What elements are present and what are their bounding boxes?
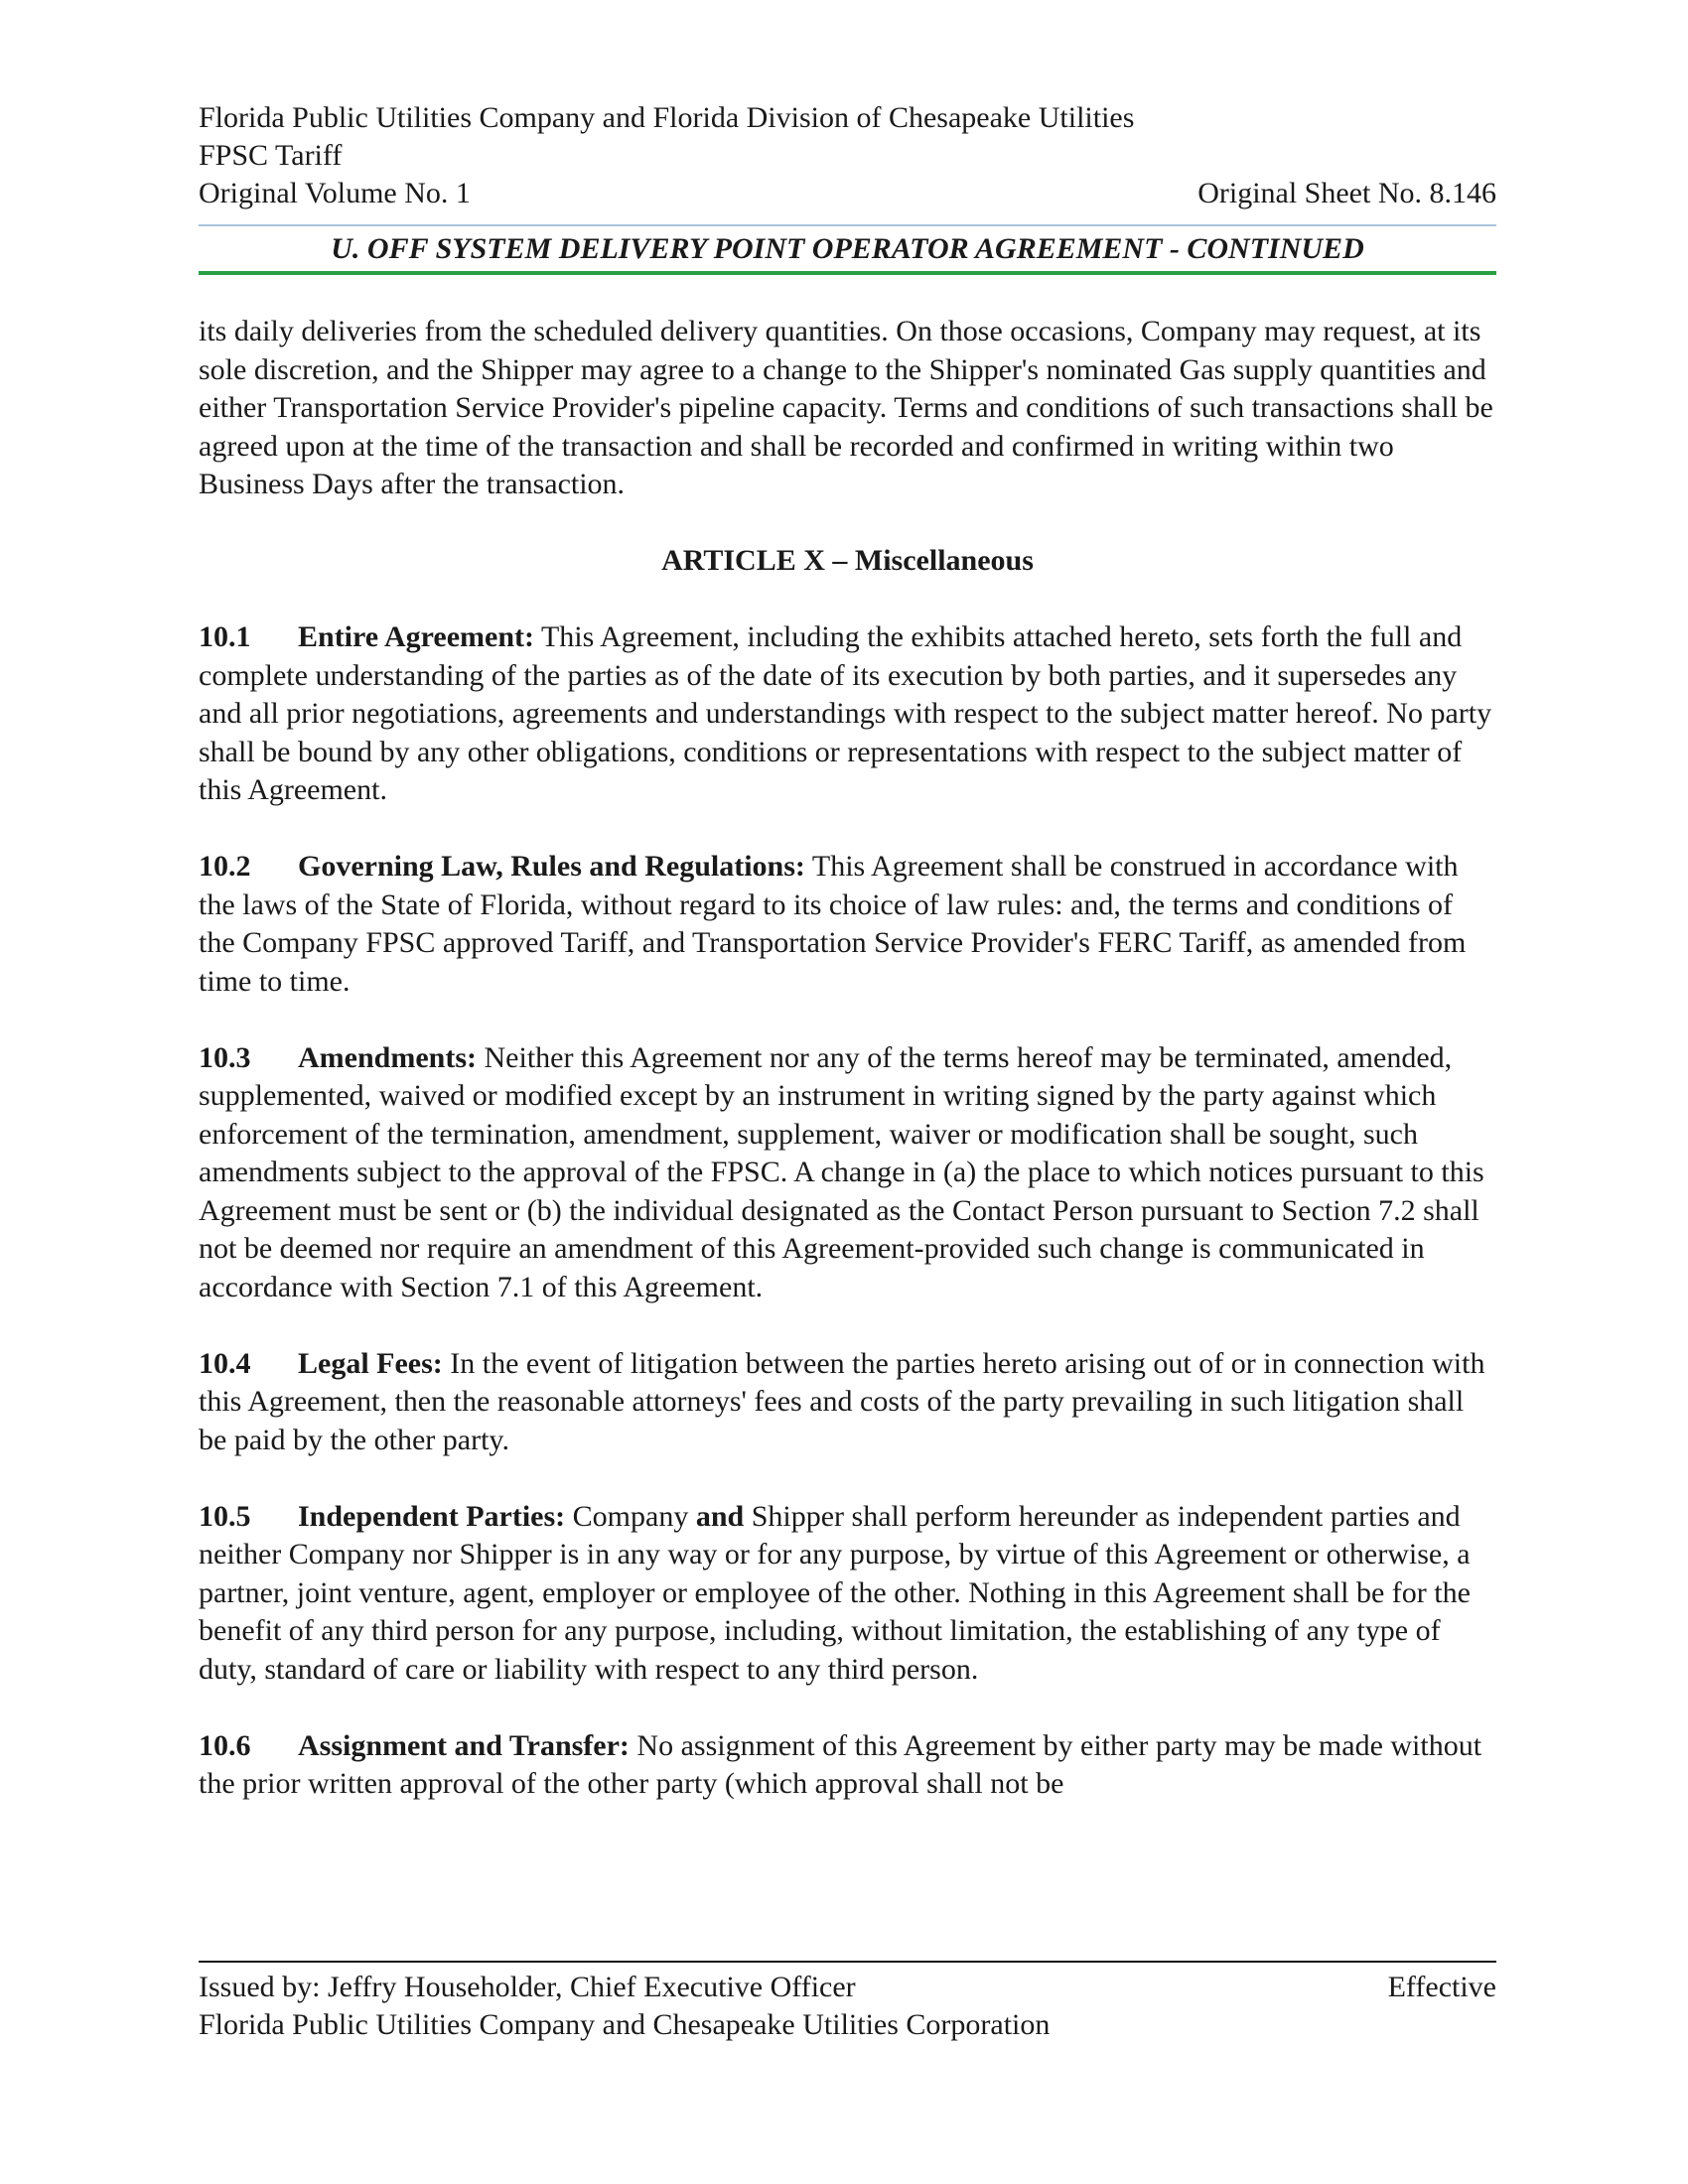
footer-issued-row <box>199 1969 1496 2006</box>
section-title: U. OFF SYSTEM DELIVERY POINT OPERATOR AGREEMENT - CONTINUED <box>331 232 1364 265</box>
section-title: Amendments: <box>298 1040 477 1074</box>
section-bold-word: and <box>695 1499 745 1533</box>
section-number: 10.4 <box>199 1346 251 1380</box>
header-company-line: Florida Public Utilities Company and Florida Division of Chesapeake Utilities <box>199 101 1135 134</box>
page-body <box>199 313 1496 1842</box>
section-number: 10.5 <box>199 1499 251 1533</box>
section-10-3 <box>199 1039 1496 1307</box>
section-title: Legal Fees: <box>298 1346 443 1380</box>
section-10-2 <box>199 848 1496 1001</box>
page-footer <box>199 1969 1496 2044</box>
header-volume: Original Volume No. 1 <box>199 177 471 209</box>
section-divider <box>199 271 1496 275</box>
section-text: No assignment of this Agreement by either party may be made without the prior written approval of the other party (which approval shall not be <box>199 1728 1482 1800</box>
page-header <box>199 99 1496 212</box>
footer-divider <box>199 1961 1496 1963</box>
section-10-4 <box>199 1345 1496 1460</box>
continuation-paragraph: its daily deliveries from the scheduled delivery quantities. On those occasions, Company may request, at its sole discretion, and the Shipper may agree to a change to the Shipper's nominated Gas supply quantities and either Transportation Service Provider's pipeline capacity. Terms and conditions of such transactions shall be agreed upon at the time of the transaction and shall be recorded and confirmed in writing within two Business Days after the transaction. <box>199 315 1493 500</box>
header-volume-row <box>199 175 1496 212</box>
footer-company: Florida Public Utilities Company and Chesapeake Utilities Corporation <box>199 2008 1051 2041</box>
section-text: This Agreement, including the exhibits attached hereto, sets forth the full and complete understanding of the parties as of the date of its execution by both parties, and it supersedes any and all prior negotiations, agreements and understandings with respect to the subject matter hereof. No party shall be bound by any other obligations, conditions or representations with respect to the subject matter of this Agreement. <box>199 620 1492 806</box>
section-title: Assignment and Transfer: <box>298 1728 630 1762</box>
section-text: Neither this Agreement nor any of the terms hereof may be terminated, amended, supplemented, waived or modified except by an instrument in writing signed by the party against which enforcement of the termination, amendment, supplement, waiver or modification shall be sought, such amendments subject to the approval of the FPSC. A change in (a) the place to which notices pursuant to this Agreement must be sent or (b) the individual designated as the Contact Person pursuant to Section 7.2 shall not be deemed nor require an amendment of this Agreement-provided such change is communicated in accordance with Section 7.1 of this Agreement. <box>199 1040 1484 1303</box>
section-text: In the event of litigation between the parties hereto arising out of or in connection with this Agreement, then the reasonable attorneys' fees and costs of the party prevailing in such litigation shall be paid by the other party. <box>199 1346 1485 1456</box>
section-10-5 <box>199 1498 1496 1690</box>
section-text: This Agreement shall be construed in accordance with the laws of the State of Florida, without regard to its choice of law rules: and, the terms and conditions of the Company FPSC approved Tariff, and Transportation Service Provider's FERC Tariff, as amended from time to time. <box>199 850 1467 998</box>
section-number: 10.2 <box>199 850 251 883</box>
header-divider <box>199 224 1496 226</box>
footer-effective: Effective <box>1387 1971 1496 2003</box>
footer-issued-by: Issued by: Jeffry Householder, Chief Executive Officer <box>199 1971 856 2003</box>
section-title: Entire Agreement: <box>298 620 534 653</box>
section-10-6 <box>199 1727 1496 1804</box>
article-heading: ARTICLE X – Miscellaneous <box>661 544 1034 577</box>
header-sheet-number: Original Sheet No. 8.146 <box>1197 177 1496 209</box>
section-title: Governing Law, Rules and Regulations: <box>298 850 805 883</box>
section-text: Shipper shall perform hereunder as independent parties and neither Company nor Shipper is in any way or for any purpose, by virtue of this Agreement or otherwise, a partner, joint venture, agent, employer or employee of the other. Nothing in this Agreement shall be for the benefit of any third person for any purpose, including, without limitation, the establishing of any type of duty, standard of care or liability with respect to any third person. <box>199 1499 1471 1686</box>
section-title: Independent Parties: <box>298 1499 566 1533</box>
section-text: Company <box>565 1499 696 1533</box>
header-tariff-line: FPSC Tariff <box>199 139 343 172</box>
section-10-1 <box>199 618 1496 810</box>
section-number: 10.6 <box>199 1728 251 1762</box>
section-number: 10.3 <box>199 1040 251 1074</box>
section-number: 10.1 <box>199 620 251 653</box>
